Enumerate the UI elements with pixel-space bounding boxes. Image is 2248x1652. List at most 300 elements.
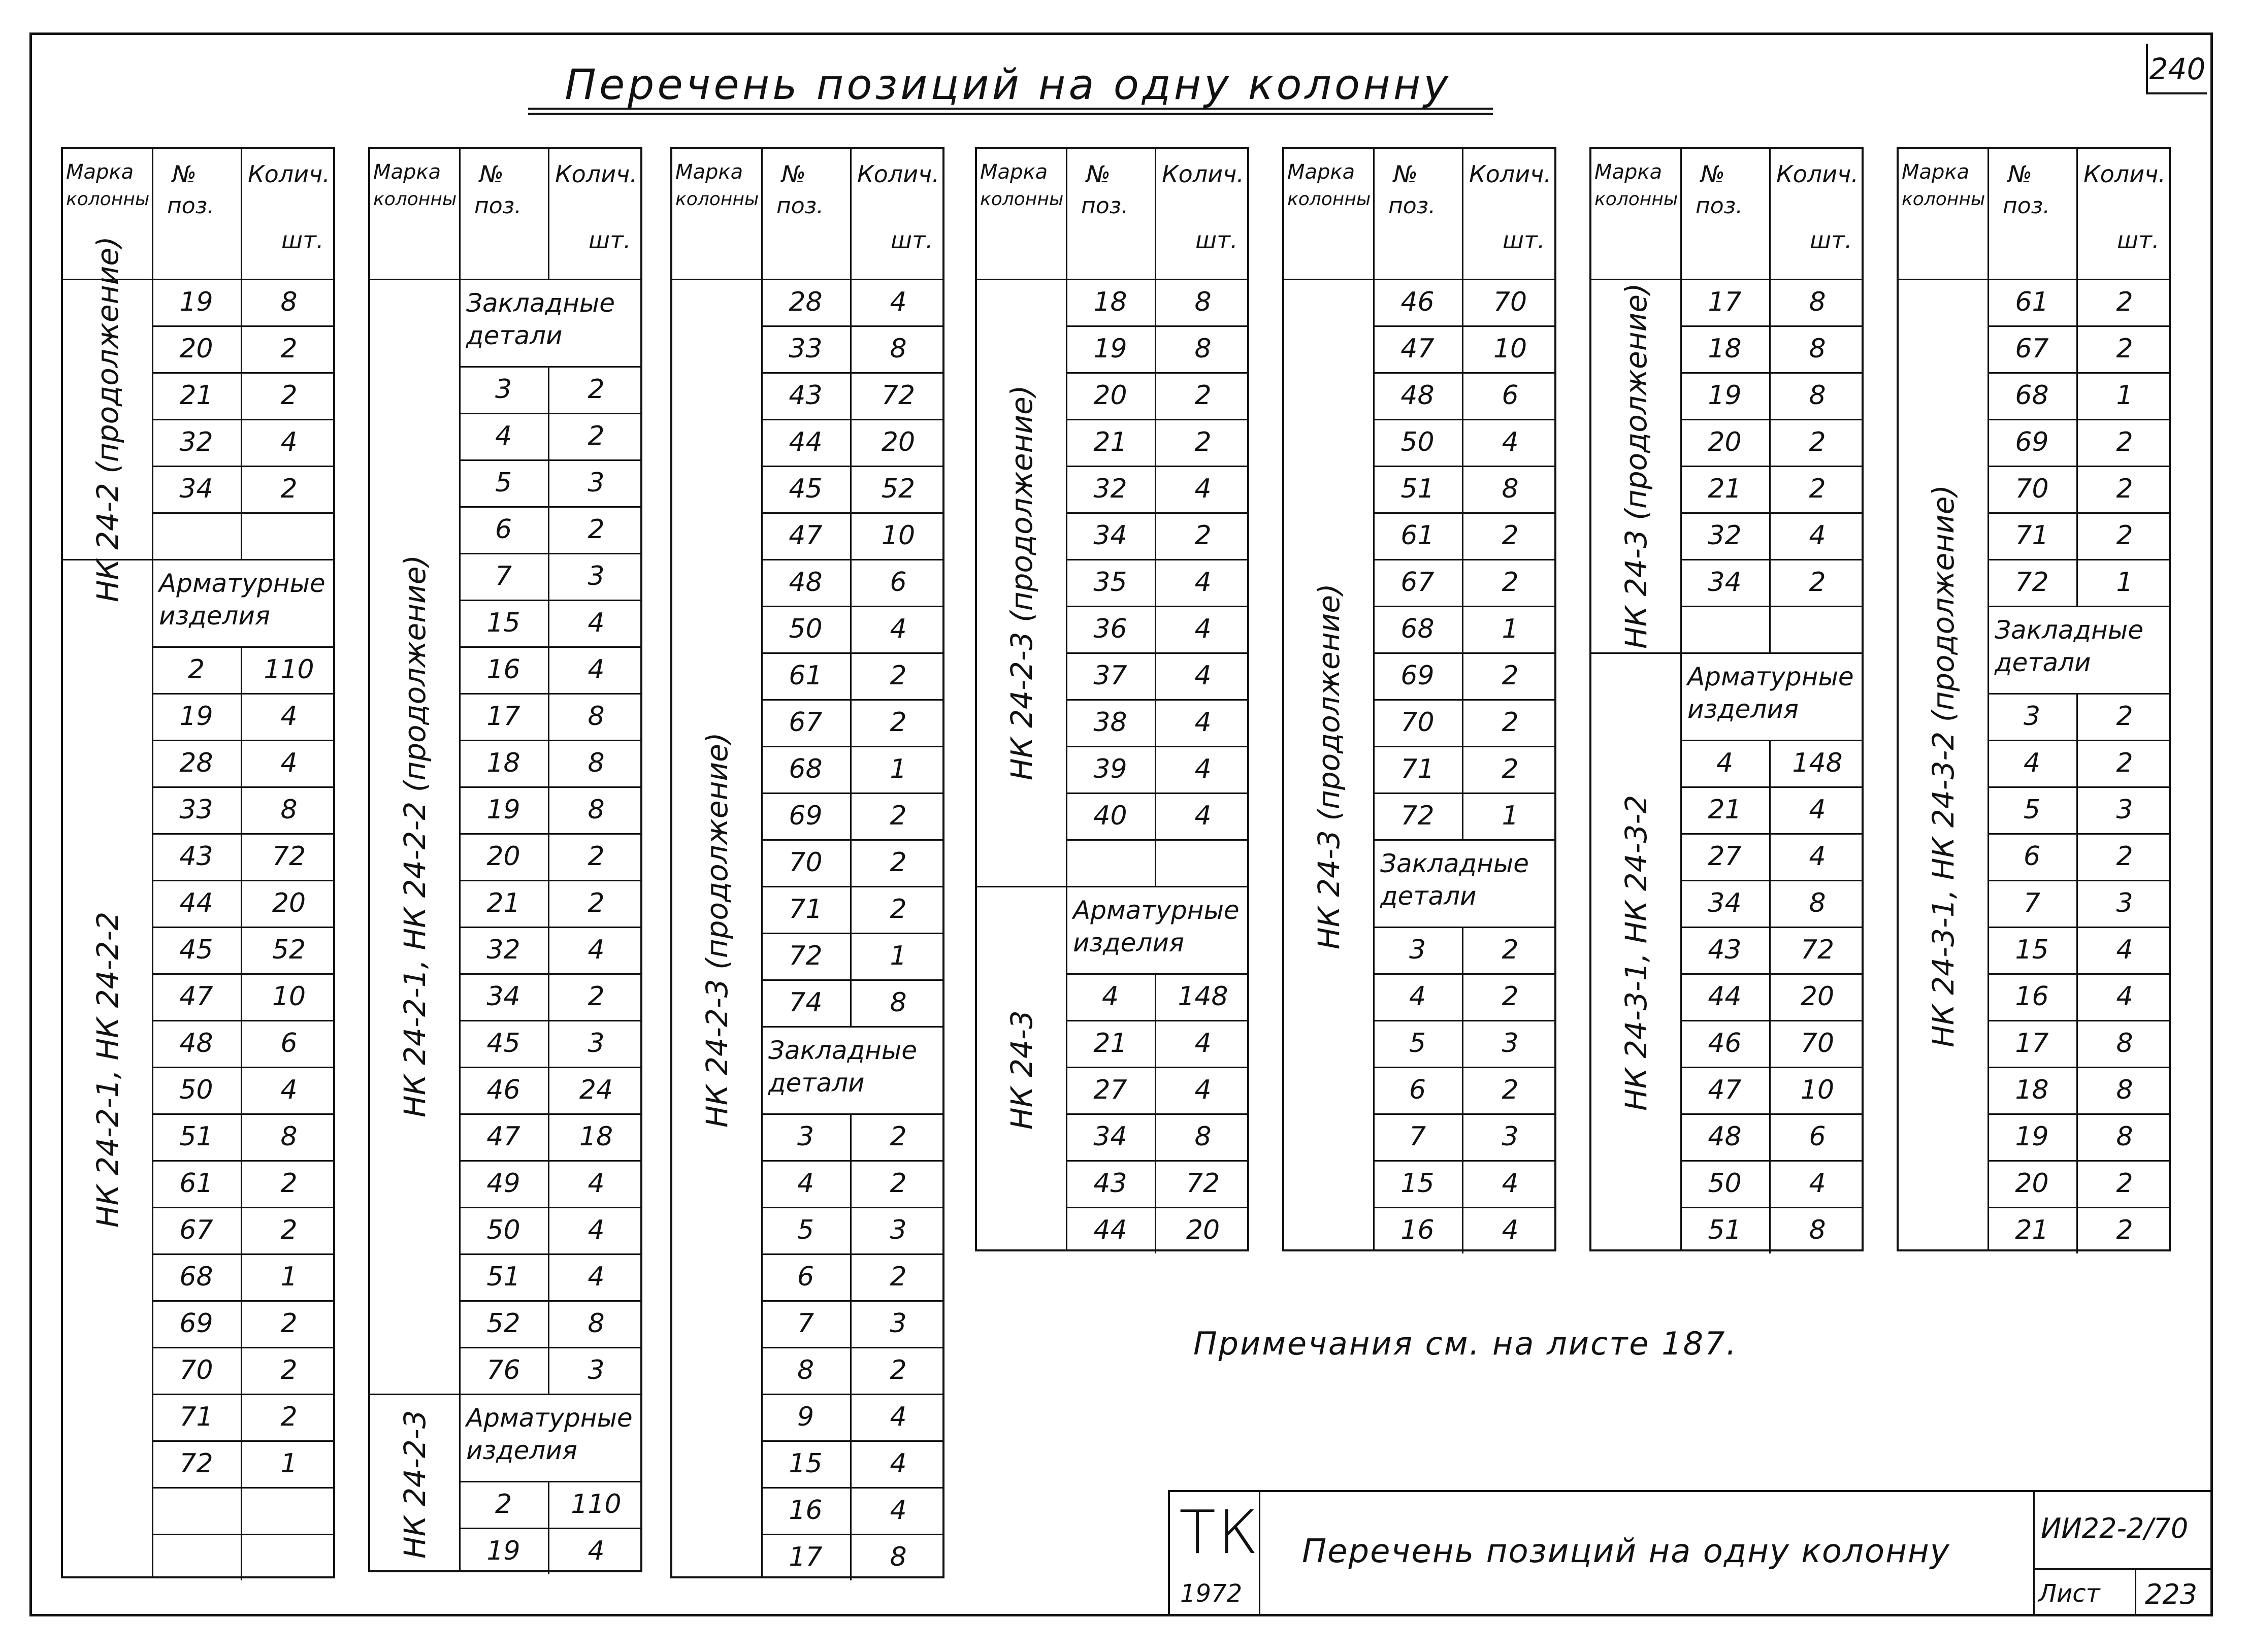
position-number: 18: [1708, 334, 1742, 364]
quantity: 2: [890, 660, 907, 691]
column-divider: [1462, 1113, 1463, 1160]
column-divider: [241, 927, 242, 973]
position-number: 2: [187, 654, 205, 685]
column-divider: [1155, 746, 1156, 792]
position-number-header: поз.: [1081, 193, 1129, 219]
position-number: 52: [486, 1308, 520, 1339]
position-number: 61: [2015, 287, 2049, 317]
column-divider: [2076, 466, 2078, 512]
quantity: 2: [2116, 1168, 2133, 1199]
position-number: 67: [179, 1215, 213, 1245]
quantity: 2: [2116, 748, 2133, 778]
quantity: 4: [1809, 520, 1826, 551]
position-table: [975, 147, 1249, 1251]
quantity: 148: [1792, 748, 1843, 778]
column-divider: [2076, 1020, 2078, 1067]
section-heading: Закладные детали: [1995, 615, 2143, 677]
column-divider: [850, 1347, 852, 1394]
quantity: 2: [1194, 427, 1212, 457]
mark-header: колонны: [1594, 189, 1678, 210]
position-number: 34: [179, 474, 213, 504]
column-divider: [548, 880, 549, 927]
column-divider: [850, 149, 852, 279]
column-divider: [1462, 419, 1463, 466]
column-divider: [1769, 740, 1771, 786]
column-divider: [1462, 1067, 1463, 1113]
column-divider: [241, 149, 242, 279]
mark-header: Марка: [1594, 160, 1663, 184]
column-divider: [241, 740, 242, 786]
column-divider: [850, 886, 852, 933]
quantity: 4: [1809, 1168, 1826, 1199]
quantity: 2: [280, 334, 298, 364]
position-number: 5: [2023, 795, 2041, 825]
quantity: 1: [2116, 567, 2133, 598]
position-number: 44: [1093, 1215, 1127, 1245]
quantity: 2: [1194, 520, 1212, 551]
mark-header: колонны: [373, 189, 457, 210]
mark-header: колонны: [1287, 189, 1371, 210]
quantity: 8: [280, 795, 298, 825]
column-divider: [850, 746, 852, 792]
column-divider: [2076, 149, 2078, 279]
column-divider: [850, 466, 852, 512]
column-mark: НК 24-3 (продолжение): [1311, 583, 1346, 949]
column-divider: [2076, 512, 2078, 559]
position-number: 32: [486, 935, 520, 965]
position-number: 4: [1409, 981, 1426, 1012]
position-number: 74: [789, 987, 823, 1018]
quantity: 2: [890, 707, 907, 738]
quantity: 72: [1186, 1168, 1220, 1199]
position-table: [368, 147, 642, 1572]
column-divider: [241, 466, 242, 512]
quantity: 4: [1194, 567, 1212, 598]
quantity: [1769, 606, 1866, 652]
position-number-header: №: [2008, 160, 2032, 188]
quantity: 4: [280, 748, 298, 778]
position-number: 4: [495, 421, 512, 451]
title-underline: [528, 113, 1493, 115]
position-number: [1680, 606, 1769, 652]
quantity: 2: [588, 374, 605, 405]
quantity: 3: [1502, 1121, 1519, 1152]
column-divider: [1769, 606, 1771, 652]
quantity: 4: [588, 935, 605, 965]
quantity: 4: [280, 427, 298, 457]
column-divider: [1769, 372, 1771, 419]
quantity: 2: [890, 1355, 907, 1385]
position-number: 19: [2015, 1121, 2049, 1152]
section-heading: Арматурные изделия: [1073, 896, 1240, 957]
quantity: 148: [1178, 981, 1228, 1012]
quantity: 2: [1502, 981, 1519, 1012]
column-divider: [1769, 512, 1771, 559]
column-divider: [1462, 1160, 1463, 1207]
column-divider: [241, 1113, 242, 1160]
column-divider: [548, 927, 549, 973]
column-divider: [548, 740, 549, 786]
position-number: 5: [495, 468, 512, 498]
quantity: 4: [1194, 474, 1212, 504]
quantity: 3: [588, 1028, 605, 1059]
column-divider: [241, 1207, 242, 1253]
column-divider: [1155, 372, 1156, 419]
quantity-header: Колич.: [2083, 160, 2166, 188]
position-number: 68: [789, 754, 823, 784]
sheet-number: 223: [2145, 1578, 2198, 1610]
column-divider: [850, 325, 852, 372]
column-divider: [241, 1394, 242, 1440]
quantity: 2: [1194, 380, 1212, 411]
quantity: 2: [588, 841, 605, 872]
quantity: 2: [1809, 567, 1826, 598]
position-number: 7: [797, 1308, 815, 1339]
position-number: 16: [789, 1495, 823, 1526]
column-divider: [548, 693, 549, 740]
column-divider: [2076, 372, 2078, 419]
position-number: 48: [179, 1028, 213, 1059]
mark-header: Марка: [66, 160, 134, 184]
quantity: 2: [280, 1308, 298, 1339]
position-number: 2: [495, 1489, 512, 1519]
quantity: 10: [1800, 1075, 1835, 1105]
quantity: [241, 1487, 337, 1534]
column-divider: [850, 512, 852, 559]
title-block: [1168, 1490, 2211, 1614]
position-number: 7: [2023, 888, 2041, 918]
column-divider: [850, 1207, 852, 1253]
column-divider: [548, 833, 549, 880]
column-divider: [548, 1528, 549, 1574]
position-number: 69: [1400, 660, 1435, 691]
row-divider: [459, 1394, 642, 1395]
column-divider: [2076, 927, 2078, 973]
column-divider: [241, 1253, 242, 1300]
position-number: 46: [1708, 1028, 1742, 1059]
position-number: 35: [1093, 567, 1127, 598]
position-number-header: поз.: [2003, 193, 2050, 219]
section-heading: Арматурные изделия: [1687, 662, 1854, 724]
position-number-header: №: [479, 160, 504, 188]
position-number-header: №: [781, 160, 806, 188]
quantity: 4: [1502, 427, 1519, 457]
quantity: 2: [1502, 567, 1519, 598]
column-divider: [548, 1300, 549, 1347]
row-divider: [1988, 606, 2171, 607]
quantity-header: шт.: [1810, 226, 1852, 254]
position-number: 5: [797, 1215, 815, 1245]
column-divider: [1155, 652, 1156, 699]
position-number: 46: [486, 1075, 520, 1105]
quantity: 2: [890, 1168, 907, 1199]
quantity: 2: [280, 380, 298, 411]
column-divider: [548, 1160, 549, 1207]
quantity: 72: [272, 841, 306, 872]
quantity: 3: [588, 468, 605, 498]
quantity: 4: [588, 1215, 605, 1245]
column-divider: [548, 553, 549, 600]
position-number: 70: [179, 1355, 213, 1385]
column-divider: [548, 973, 549, 1020]
column-divider: [1155, 466, 1156, 512]
position-number: 43: [1708, 935, 1742, 965]
column-divider: [1769, 973, 1771, 1020]
column-divider: [241, 1300, 242, 1347]
quantity: 8: [1809, 888, 1826, 918]
position-number: 76: [486, 1355, 520, 1385]
column-divider: [1155, 325, 1156, 372]
position-number: 34: [1093, 1121, 1127, 1152]
quantity: 2: [1502, 707, 1519, 738]
position-number: 21: [486, 888, 520, 918]
position-number: 68: [179, 1262, 213, 1292]
column-divider: [850, 979, 852, 1026]
position-number: 34: [1708, 567, 1742, 598]
column-divider: [1769, 927, 1771, 973]
quantity: 4: [588, 654, 605, 685]
quantity: 3: [890, 1215, 907, 1245]
quantity: 8: [890, 334, 907, 364]
quantity: 2: [2116, 287, 2133, 317]
position-number: 67: [1400, 567, 1435, 598]
position-number: 69: [2015, 427, 2049, 457]
position-number: 70: [1400, 707, 1435, 738]
column-divider: [241, 325, 242, 372]
quantity: [1155, 839, 1251, 886]
position-number: 21: [1093, 1028, 1127, 1059]
position-number: 18: [1093, 287, 1127, 317]
position-number: 17: [1708, 287, 1742, 317]
position-number: 4: [1716, 748, 1734, 778]
position-number: 72: [179, 1448, 213, 1479]
column-divider: [850, 792, 852, 839]
column-divider: [1769, 279, 1771, 325]
quantity: 2: [280, 1215, 298, 1245]
column-divider: [1462, 559, 1463, 606]
quantity: 4: [588, 608, 605, 638]
column-divider: [850, 279, 852, 325]
column-divider: [241, 1067, 242, 1113]
quantity: 3: [588, 561, 605, 591]
column-divider: [548, 646, 549, 693]
column-mark: НК 24-2-3: [397, 1409, 432, 1559]
column-mark: НК 24-3: [1004, 1010, 1039, 1130]
quantity-header: Колич.: [1469, 160, 1551, 188]
column-divider: [850, 699, 852, 746]
position-number: 36: [1093, 614, 1127, 644]
position-number: 45: [486, 1028, 520, 1059]
column-divider: [1155, 279, 1156, 325]
mark-header: Марка: [373, 160, 441, 184]
position-number: 71: [1400, 754, 1435, 784]
section-heading: Закладные детали: [768, 1036, 917, 1098]
column-divider: [850, 1113, 852, 1160]
column-divider: [2076, 1113, 2078, 1160]
quantity: 52: [881, 474, 916, 504]
column-divider: [548, 1253, 549, 1300]
position-number: 71: [2015, 520, 2049, 551]
column-divider: [241, 646, 242, 693]
column-divider: [548, 459, 549, 506]
mark-divider: [370, 1394, 459, 1395]
quantity: 2: [2116, 520, 2133, 551]
position-number: 47: [486, 1121, 520, 1152]
position-number: 45: [179, 935, 213, 965]
column-divider: [548, 1113, 549, 1160]
position-number: 8: [797, 1355, 815, 1385]
section-heading: Арматурные изделия: [159, 569, 325, 631]
position-number: 50: [179, 1075, 213, 1105]
position-number-header: №: [172, 160, 197, 188]
column-divider: [2076, 279, 2078, 325]
column-divider: [1769, 1207, 1771, 1253]
quantity: 72: [881, 380, 916, 411]
quantity: 8: [1809, 334, 1826, 364]
quantity: 1: [2116, 380, 2133, 411]
quantity: 3: [2116, 888, 2133, 918]
quantity: 2: [2116, 334, 2133, 364]
column-divider: [548, 413, 549, 459]
column-divider: [850, 1300, 852, 1347]
position-number: 34: [1708, 888, 1742, 918]
position-number: 19: [1708, 380, 1742, 411]
quantity: 8: [890, 987, 907, 1018]
quantity: [241, 1534, 337, 1580]
column-divider: [241, 1160, 242, 1207]
position-number: 15: [1400, 1168, 1435, 1199]
quantity: 2: [890, 801, 907, 831]
row-divider: [761, 1026, 944, 1028]
position-number: 43: [789, 380, 823, 411]
quantity-header: Колич.: [1776, 160, 1859, 188]
column-divider: [2076, 833, 2078, 880]
quantity: 70: [1493, 287, 1527, 317]
quantity-header: Колич.: [1162, 160, 1244, 188]
column-divider: [548, 506, 549, 553]
column-mark: НК 24-3 (продолжение): [1618, 282, 1653, 649]
quantity: 8: [280, 287, 298, 317]
quantity: 20: [272, 888, 306, 918]
position-number: 3: [495, 374, 512, 405]
position-number: 43: [1093, 1168, 1127, 1199]
quantity: 3: [890, 1308, 907, 1339]
mark-header: Марка: [1902, 160, 1970, 184]
position-number: 28: [179, 748, 213, 778]
quantity: 1: [280, 1448, 298, 1479]
position-number: 19: [179, 701, 213, 732]
column-divider: [1769, 559, 1771, 606]
position-number: 69: [789, 801, 823, 831]
position-number: 72: [789, 941, 823, 971]
column-divider: [1155, 1113, 1156, 1160]
column-mark: НК 24-3-1, НК 24-3-2: [1618, 795, 1653, 1111]
position-number: 32: [1708, 520, 1742, 551]
mark-header: Марка: [1287, 160, 1355, 184]
column-divider: [1155, 606, 1156, 652]
quantity: 8: [1194, 1121, 1212, 1152]
position-number: 32: [1093, 474, 1127, 504]
column-divider: [241, 1440, 242, 1487]
position-number: 67: [2015, 334, 2049, 364]
column-divider: [850, 1253, 852, 1300]
quantity: 4: [588, 1168, 605, 1199]
position-number: 48: [1400, 380, 1435, 411]
position-number: 19: [486, 795, 520, 825]
quantity: 8: [890, 1542, 907, 1572]
column-divider: [1155, 512, 1156, 559]
quantity: 3: [588, 1355, 605, 1385]
position-number: 21: [1093, 427, 1127, 457]
quantity: 4: [1194, 754, 1212, 784]
column-divider: [1462, 149, 1463, 279]
quantity: 2: [2116, 427, 2133, 457]
column-mark: НК 24-2 (продолжение): [90, 236, 125, 602]
quantity: 2: [890, 1262, 907, 1292]
column-divider: [1769, 419, 1771, 466]
column-divider: [548, 149, 549, 279]
quantity: 20: [881, 427, 916, 457]
position-number: 18: [486, 748, 520, 778]
column-divider: [2076, 1067, 2078, 1113]
quantity: 4: [588, 1262, 605, 1292]
quantity: 2: [890, 847, 907, 878]
quantity: 2: [280, 1402, 298, 1432]
position-number: 44: [1708, 981, 1742, 1012]
column-divider: [1155, 1067, 1156, 1113]
column-divider: [1769, 325, 1771, 372]
quantity: 1: [890, 941, 907, 971]
column-divider: [850, 652, 852, 699]
position-number: 68: [2015, 380, 2049, 411]
quantity: 2: [588, 888, 605, 918]
position-number: 50: [1708, 1168, 1742, 1199]
column-divider: [1462, 746, 1463, 792]
position-number: 15: [2015, 935, 2049, 965]
mark-header: колонны: [1902, 189, 1985, 210]
quantity: 2: [1502, 520, 1519, 551]
column-divider: [850, 419, 852, 466]
header-divider: [370, 279, 642, 280]
column-divider: [2076, 1207, 2078, 1253]
position-number: 17: [789, 1542, 823, 1572]
position-number: 68: [1400, 614, 1435, 644]
position-number: 9: [797, 1402, 815, 1432]
quantity: 2: [280, 474, 298, 504]
position-number: 51: [179, 1121, 213, 1152]
quantity: 2: [588, 514, 605, 545]
position-number: 39: [1093, 754, 1127, 784]
position-number: 50: [1400, 427, 1435, 457]
column-divider: [1769, 833, 1771, 880]
quantity: 4: [1502, 1168, 1519, 1199]
column-divider: [1462, 1020, 1463, 1067]
quantity: 72: [1800, 935, 1835, 965]
quantity: 10: [1493, 334, 1527, 364]
position-number: 4: [2023, 748, 2041, 778]
column-divider: [548, 1020, 549, 1067]
position-number: 27: [1093, 1075, 1127, 1105]
row-divider: [1373, 839, 1556, 841]
column-divider: [1769, 1113, 1771, 1160]
quantity: 2: [1502, 754, 1519, 784]
column-divider: [548, 1207, 549, 1253]
position-number: 51: [1708, 1215, 1742, 1245]
quantity-header: шт.: [891, 226, 933, 254]
quantity: 20: [1800, 981, 1835, 1012]
column-divider: [2076, 559, 2078, 606]
quantity: 4: [280, 701, 298, 732]
